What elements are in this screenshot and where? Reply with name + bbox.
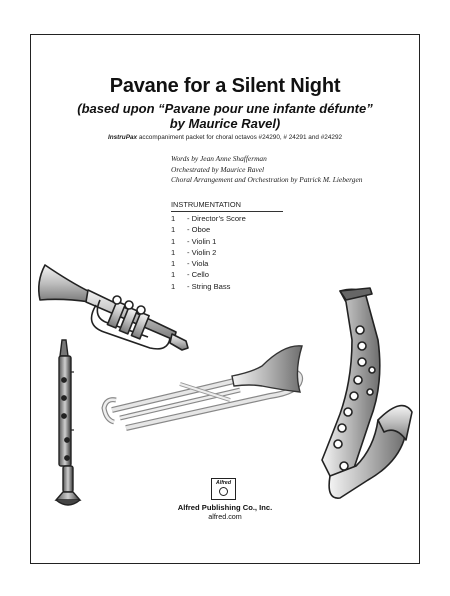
logo-mark-icon bbox=[219, 487, 228, 496]
subtitle-line-1: (based upon “Pavane pour une infante défunte” bbox=[77, 101, 373, 116]
trombone-icon bbox=[104, 346, 302, 428]
item-qty: 1 bbox=[171, 236, 176, 246]
item-qty: 1 bbox=[171, 259, 176, 269]
item-name: - Oboe bbox=[187, 225, 211, 235]
item-name: - String Bass bbox=[187, 281, 231, 291]
credit-orchestration: Orchestrated by Maurice Ravel bbox=[171, 164, 265, 174]
page-title: Pavane for a Silent Night bbox=[109, 75, 341, 97]
credit-words: Words by Jean Anne Shafferman bbox=[171, 154, 267, 163]
item-qty: 1 bbox=[171, 270, 176, 280]
item-qty: 1 bbox=[171, 225, 176, 235]
credit-arrangement: Choral Arrangement and Orchestration by Patrick M. Liebergen bbox=[171, 175, 363, 184]
packet-text: accompaniment packet for choral octavos #24290, # 24291 and #24292 bbox=[137, 134, 343, 141]
item-name: - Viola bbox=[187, 259, 209, 269]
logo-word: Alfred bbox=[216, 480, 231, 486]
item-qty: 1 bbox=[171, 214, 176, 223]
item-name: - Violin 2 bbox=[187, 247, 217, 257]
publisher-logo bbox=[211, 478, 236, 500]
packet-brand: InstruPax bbox=[107, 134, 138, 141]
item-name: - Cello bbox=[187, 270, 209, 280]
item-name: - Director’s Score bbox=[187, 214, 246, 223]
publisher-name: Alfred Publishing Co., Inc. bbox=[177, 503, 273, 512]
item-qty: 1 bbox=[171, 281, 176, 291]
publisher-url: alfred.com bbox=[208, 512, 242, 521]
saxophone-icon bbox=[322, 288, 412, 498]
item-qty: 1 bbox=[171, 247, 176, 257]
instrumentation-heading: INSTRUMENTATION bbox=[171, 200, 283, 212]
item-name: - Violin 1 bbox=[187, 236, 217, 246]
subtitle-line-2: by Maurice Ravel) bbox=[169, 116, 281, 131]
clarinet-icon bbox=[56, 340, 80, 505]
trumpet-icon bbox=[39, 265, 188, 350]
